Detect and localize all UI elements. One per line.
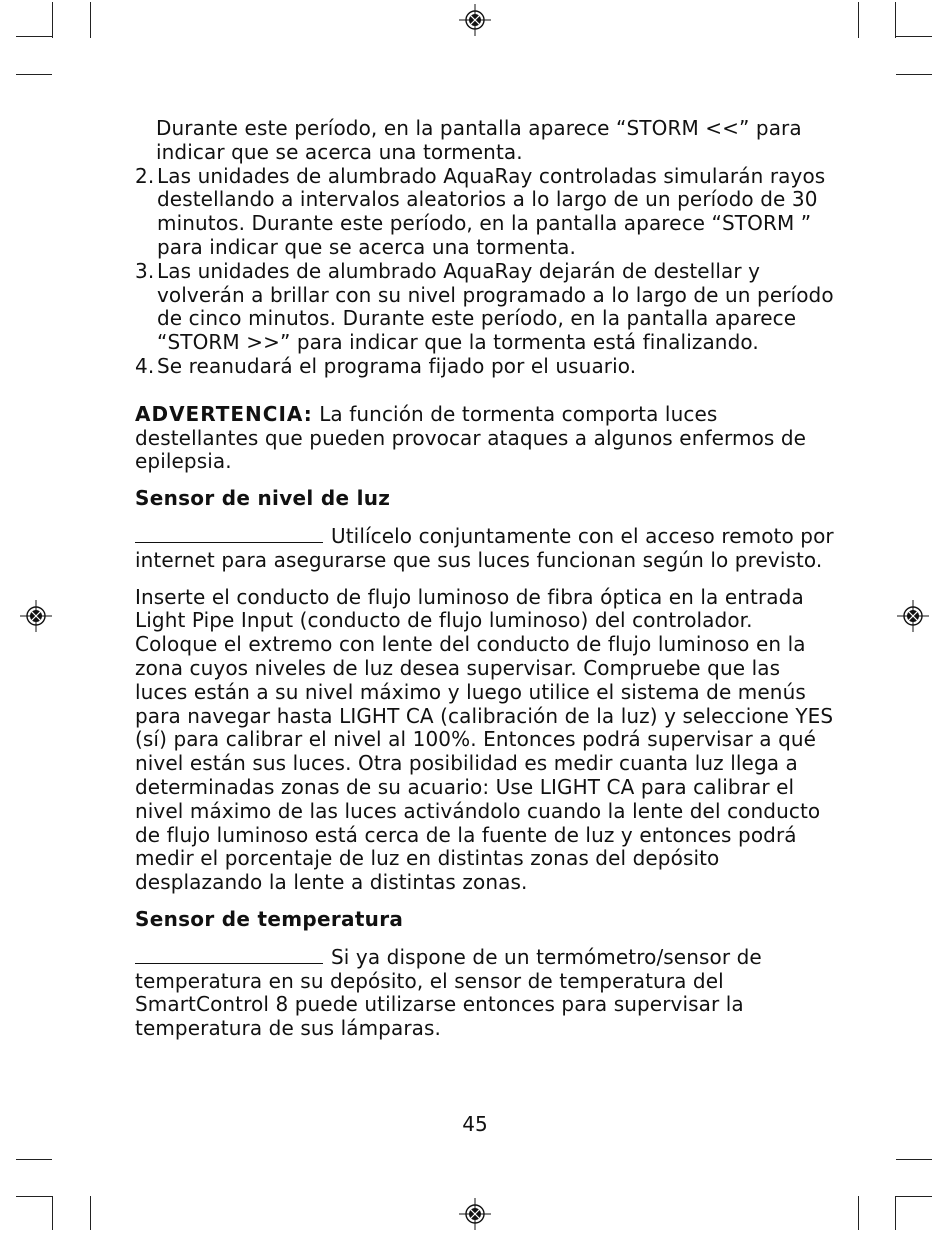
list-item-text: Las unidades de alumbrado AquaRay dejarán de destellar y volverán a brillar con su nivel programado a lo largo de un período de cinco minutos. Durante este período, en la pantalla aparece “STORM >>” para indicar que la tormenta está finalizando. bbox=[157, 258, 834, 355]
list-item-number: 3. bbox=[135, 258, 155, 283]
crop-mark bbox=[896, 36, 932, 37]
blank-line bbox=[135, 524, 323, 543]
crop-mark bbox=[895, 1196, 896, 1230]
temp-sensor-heading: Sensor de temperatura bbox=[135, 906, 404, 931]
crop-mark bbox=[16, 36, 52, 37]
crop-mark bbox=[52, 2, 53, 38]
intro-paragraph: Durante este período, en la pantalla aparece “STORM <<” para indicar que se acerca una tormenta. bbox=[156, 116, 802, 164]
list-item bbox=[135, 260, 835, 355]
crop-mark bbox=[895, 2, 896, 38]
crop-mark bbox=[16, 1159, 52, 1160]
light-sensor-intro bbox=[135, 524, 835, 573]
crop-mark bbox=[896, 74, 932, 75]
crop-mark bbox=[896, 1196, 932, 1197]
list-item-number: 4. bbox=[135, 353, 155, 378]
crop-mark bbox=[858, 2, 859, 38]
crop-mark bbox=[90, 2, 91, 38]
registration-mark-icon bbox=[459, 1198, 491, 1230]
registration-mark-icon bbox=[897, 600, 929, 632]
temp-sensor-intro-text: Si ya dispone de un termómetro/sensor de temperatura en su depósito, el sensor de temperatura del SmartControl 8 puede utilizarse entonces para supervisar la temperatura de sus lámparas. bbox=[135, 944, 762, 1041]
list-item-text: Se reanudará el programa fijado por el usuario. bbox=[157, 353, 637, 378]
registration-mark-icon bbox=[20, 600, 52, 632]
crop-mark bbox=[858, 1196, 859, 1230]
light-sensor-intro-text: Utilícelo conjuntamente con el acceso remoto por internet para asegurarse que sus luces funcionan según lo previsto. bbox=[135, 523, 834, 572]
page-number: 45 bbox=[462, 1112, 488, 1136]
light-sensor-heading: Sensor de nivel de luz bbox=[135, 486, 391, 511]
numbered-list bbox=[135, 165, 835, 379]
warning-text: La función de tormenta comporta luces destellantes que pueden provocar ataques a algunos enfermos de epilepsia. bbox=[135, 401, 807, 474]
temp-sensor-intro bbox=[135, 945, 835, 1041]
warning-label: ADVERTENCIA: bbox=[135, 401, 313, 426]
crop-mark bbox=[52, 1196, 53, 1230]
blank-line bbox=[135, 945, 323, 964]
list-item-text: Las unidades de alumbrado AquaRay controladas simularán rayos destellando a intervalos aleatorios a lo largo de un período de 30 minutos. Durante este período, en la pantalla aparece “STORM ” para indicar que se acerca una tormenta. bbox=[157, 163, 826, 259]
registration-mark-icon bbox=[459, 4, 491, 36]
crop-mark bbox=[896, 1159, 932, 1160]
crop-mark bbox=[16, 1196, 52, 1197]
list-item bbox=[135, 165, 835, 260]
list-item bbox=[135, 355, 835, 379]
crop-mark bbox=[90, 1196, 91, 1230]
crop-mark bbox=[16, 74, 52, 75]
document-body bbox=[135, 117, 835, 1041]
light-sensor-body: Inserte el conducto de flujo luminoso de fibra óptica en la entrada Light Pipe Input (conducto de flujo luminoso) del controlador. Coloque el extremo con lente del conducto de flujo luminoso en la zona cuyos niveles de luz desea supervisar. Compruebe que las luces están a su nivel máximo y luego utilice el sistema de menús para navegar hasta LIGHT CA (calibración de la luz) y seleccione YES (sí) para calibrar el nivel al 100%. Entonces podrá supervisar a qué nivel están sus luces. Otra posibilidad es medir cuanta luz llega a determinadas zonas de su acuario: Use LIGHT CA para calibrar el nivel máximo de las luces activándolo cuando la lente del conducto de flujo luminoso está cerca de la fuente de luz y entonces podrá medir el porcentaje de luz en distintas zonas del depósito desplazando la lente a distintas zonas. bbox=[135, 584, 834, 895]
list-item-number: 2. bbox=[135, 163, 155, 188]
warning-paragraph bbox=[135, 403, 835, 474]
